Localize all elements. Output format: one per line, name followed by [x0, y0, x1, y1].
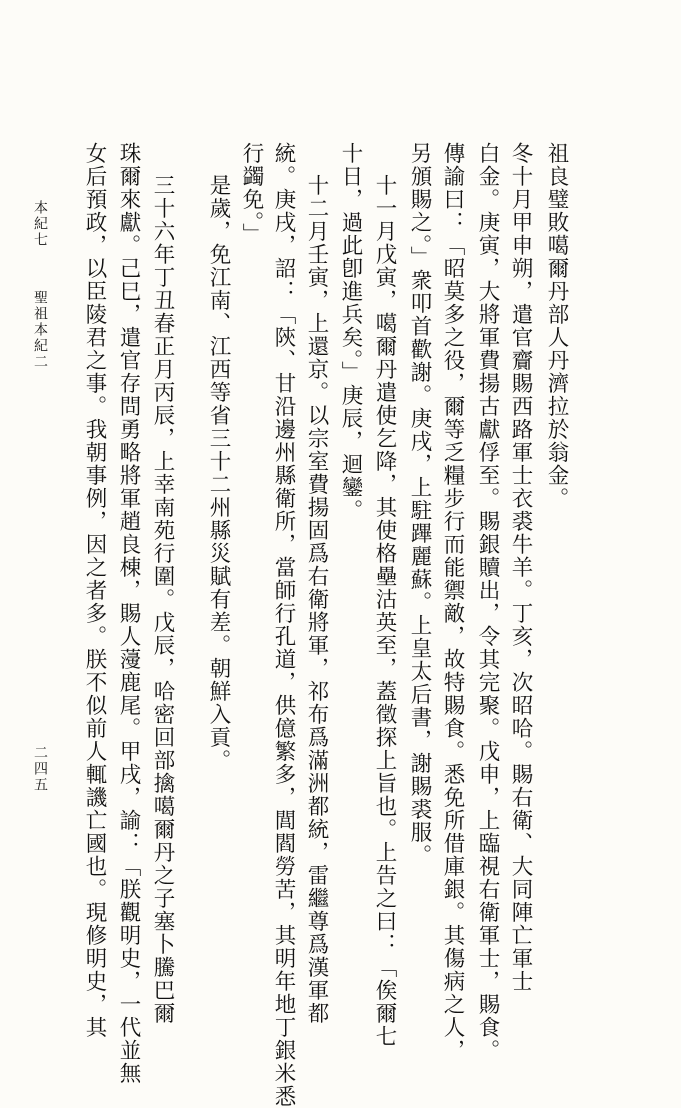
text-column: 另頒賜之。」衆叩首歡謝。庚戌，上駐蹕麗蘇。上皇太后書，謝賜裘服。 — [407, 142, 432, 868]
text-column: 十二月壬寅，上還京。以宗室費揚固爲右衛將軍，祁布爲滿洲都統，雷繼尊爲漢軍都 — [304, 174, 329, 1025]
text-column: 行蠲免。」 — [239, 142, 264, 247]
text-column: 十日，過此卽進兵矣。」庚辰，迴鑾。 — [338, 142, 363, 523]
text-column: 冬十月甲申朔，遣官齎賜西路軍士衣裘牛羊。丁亥，次昭哈。賜右衛、大同陣亡軍士 — [508, 142, 533, 993]
page-number: 二四五 — [32, 745, 48, 793]
text-column: 十一月戊寅，噶爾丹遣使乞降，其使格壘沽英至，蓋徵探上旨也。上告之曰：「俟爾七 — [372, 174, 397, 1048]
text-column: 統。庚戌，詔：「陝、甘沿邊州縣衛所，當師行孔道，供億繁多，閭閻勞苦，其明年地丁銀米悉 — [271, 142, 296, 1108]
text-column: 珠爾來獻。己巳，遣官存問勇略將軍趙良棟，賜人薓鹿尾。甲戌，諭：「朕觀明史，一代並無 — [116, 142, 141, 1085]
text-column: 女后預政，以臣陵君之事。我朝事例，因之者多。朕不似前人輒譏亡國也。現修明史，其 — [82, 142, 107, 1039]
text-column: 三十六年丁丑春正月丙辰，上幸南苑行圍。戊辰，哈密回部擒噶爾丹之子塞卜騰巴爾 — [150, 174, 175, 1025]
margin-section-label: 本紀七 — [32, 200, 48, 248]
text-column: 祖良璧敗噶爾丹部人丹濟拉於翁金。 — [544, 142, 569, 510]
text-column: 是歲，免江南、江西等省三十二州縣災賦有差。朝鮮入貢。 — [206, 174, 231, 772]
text-column: 傳諭曰：「昭莫多之役，爾等乏糧步行而能禦敵，故特賜食。悉免所借庫銀。其傷病之人， — [440, 142, 465, 1062]
margin-title: 聖祖本紀二 — [32, 290, 48, 370]
text-column: 白金。庚寅，大將軍費揚古獻俘至。賜銀贖出，令其完聚。戊申，上臨視右衛軍士，賜食。 — [475, 142, 500, 1062]
